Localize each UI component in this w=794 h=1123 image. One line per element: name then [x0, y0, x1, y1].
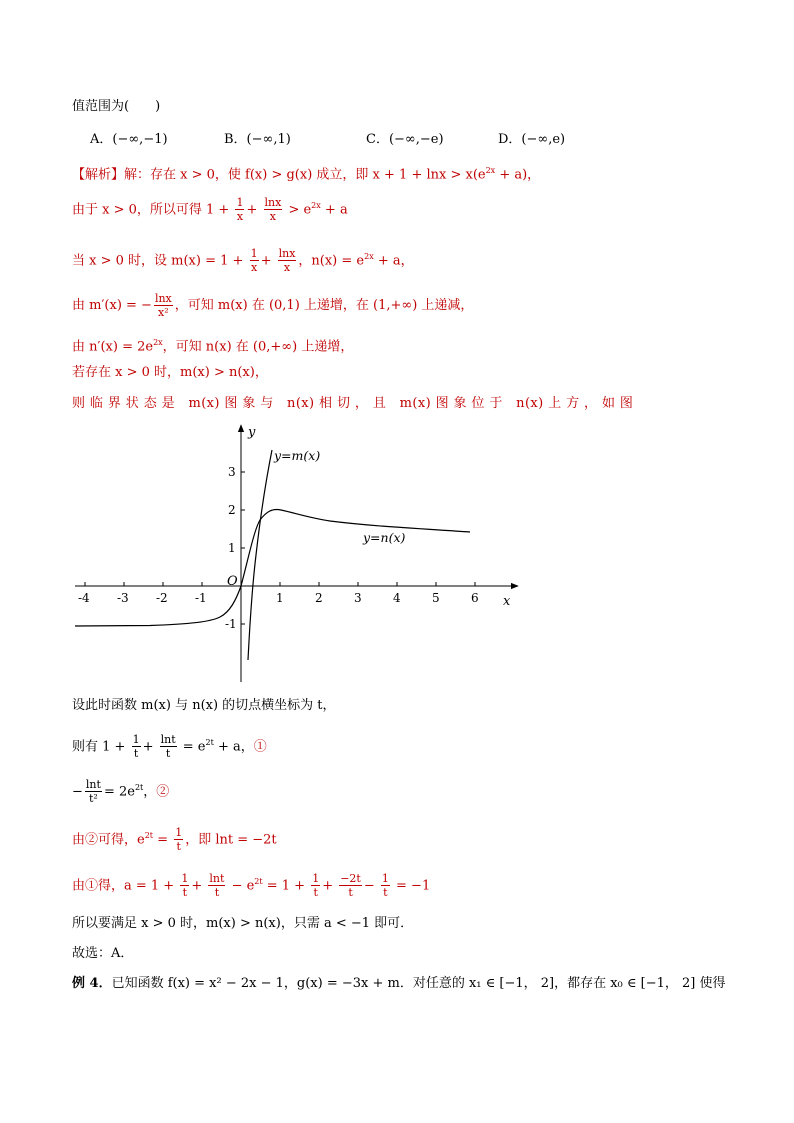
fraction-lnx-over-x: $\frac{\ln x}{x}$: [264, 196, 282, 224]
analysis-line-7: 则 临 界 状 态 是 m(x) 图 象 与 n(x) 相 切 ， 且 m(x) 图 象 位 于 n(x) 上 方 ， 如 图: [72, 396, 634, 411]
x-tick-label: 2: [315, 591, 323, 605]
analysis-line-11: 由②可得，$e^{2t}$ = $\frac{1}{t}$ ，即 lnt = −2t: [72, 826, 277, 854]
curve-n: [75, 509, 470, 626]
function-graph: [70, 420, 530, 690]
option-b: B．(−∞,1): [224, 132, 291, 147]
fraction-1-over-x: $\frac{1}{x}$: [236, 196, 244, 224]
x-tick-label: 1: [276, 591, 284, 605]
analysis-label: 【解析】: [72, 167, 125, 183]
m-curve-label: y=m(x): [274, 448, 321, 463]
x-tick-label: -3: [117, 591, 129, 605]
x-ticks: [78, 582, 479, 605]
y-axis-label: y: [248, 425, 256, 440]
circled-1: ①: [253, 739, 267, 755]
x-tick-label: -4: [78, 591, 90, 605]
example-4: 例 4．已知函数 f(x) = x² − 2x − 1，g(x) = −3x + m．对任意的 x₁ ∈ [−1， 2]，都存在 x₀ ∈ [−1， 2] 使得: [72, 976, 726, 991]
x-tick-label: 3: [354, 591, 362, 605]
circled-2: ②: [156, 784, 170, 800]
analysis-line-5: 由 $n'(x) = 2e^{2x}$，可知 n(x) 在 (0,+∞) 上递增，: [72, 338, 354, 355]
curve-m: [248, 450, 272, 660]
y-tick-label: -1: [225, 617, 237, 631]
y-tick-label: 3: [228, 465, 236, 479]
x-tick-label: -2: [156, 591, 168, 605]
equation-1: 则有 1 + $\frac{1}{t}$ + $\frac{\ln t}{t}$ = $e^{2t} + a$，①: [72, 733, 267, 761]
analysis-line-4: 由 m′(x) = − $\frac{\ln x}{\text{x²}}$ ，可知 m(x) 在 (0,1) 上递增，在 (1,+∞) 上递减，: [72, 292, 474, 319]
n-curve-label: y=n(x): [363, 530, 406, 545]
analysis-line-8: 设此时函数 m(x) 与 n(x) 的切点横坐标为 t，: [72, 698, 336, 713]
x-tick-label: 5: [432, 591, 440, 605]
answer-line: 故选：A．: [72, 946, 134, 961]
option-a: A．(−∞,−1): [90, 132, 168, 147]
analysis-line-12: 由①得，a = 1 + $\frac{1}{t}$ + $\frac{\ln t}{t}$ − $e^{2t} = 1$ + $\frac{1}{t}$ + $\frac{-2t}{t}$ − $\frac{1}{t}$ = −1: [72, 872, 431, 900]
equation-2: − $\frac{\ln t}{\text{t²}}$ = $2e^{2t}$，②: [72, 778, 170, 806]
y-tick-label: 1: [228, 541, 236, 555]
y-ticks: [225, 465, 245, 631]
x-tick-label: -1: [195, 591, 207, 605]
example-label: 例 4．: [72, 976, 112, 991]
analysis-line-13: 所以要满足 x > 0 时，m(x) > n(x)，只需 a < −1 即可．: [72, 916, 414, 931]
option-c: C．(−∞,−e): [366, 132, 444, 147]
analysis-line-3: 当 x > 0 时，设 m(x) = 1 + $\frac{1}{x}$ + $\frac{\ln x}{x}$ ，$n(x) = e^{2x} + a$，: [72, 247, 414, 275]
analysis-line-6: 若存在 x > 0 时，m(x) > n(x)，: [72, 365, 268, 380]
analysis-line-2: 由于 x > 0，所以可得 1 + $\frac{1}{x}$ + $\frac{\ln x}{x}$ > $e^{2x} + a$: [72, 196, 348, 224]
option-d: D．(−∞,e): [498, 132, 566, 147]
origin-label: O: [227, 574, 238, 589]
x-tick-label: 6: [471, 591, 479, 605]
y-tick-label: 2: [228, 503, 236, 517]
x-tick-label: 4: [393, 591, 401, 605]
analysis-line-1: 【解析】解：存在 x > 0，使 f(x) > g(x) 成立，即 $x + 1 + \ln x > x(e^{2x} + a)$，: [72, 166, 541, 183]
x-axis-label: x: [503, 594, 511, 609]
question-tail: 值范围为( ): [72, 99, 161, 114]
